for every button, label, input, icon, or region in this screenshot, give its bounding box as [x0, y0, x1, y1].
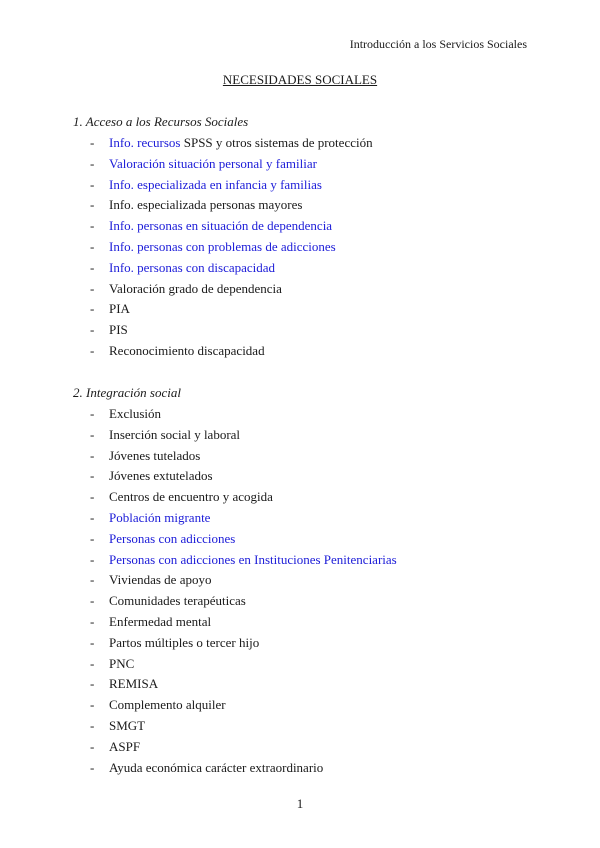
list-item-segment: Reconocimiento discapacidad — [109, 343, 265, 358]
list-item-text — [109, 676, 158, 692]
list-item-segment: Ayuda económica carácter extraordinario — [109, 759, 324, 775]
list-bullet-dash: - — [90, 280, 95, 296]
list-item-text — [109, 635, 259, 651]
list-bullet-dash: - — [90, 572, 95, 588]
list-bullet-dash: - — [90, 655, 95, 671]
list-item-text — [109, 468, 213, 484]
list-bullet-dash: - — [90, 406, 95, 421]
list-item-text — [109, 197, 302, 213]
list-item-segment: PIA — [109, 301, 130, 317]
list-item-text — [109, 697, 226, 713]
list-bullet-dash: - — [90, 697, 95, 713]
section-title-integracion: 2. Integración social — [73, 385, 181, 400]
list-item-segment: PNC — [109, 655, 135, 671]
list-item-segment: Jóvenes extutelados — [109, 468, 213, 484]
list-bullet-dash: - — [90, 718, 95, 733]
list-item-segment: Inserción social y laboral — [109, 426, 241, 442]
list-bullet-dash: - — [90, 447, 95, 463]
list-bullet-dash: - — [90, 468, 95, 484]
list-item-segment: Partos múltiples o tercer hijo — [109, 634, 260, 650]
list-item-segment: Info. recursos — [109, 135, 184, 150]
list-item-segment: Info. especializada personas mayores — [109, 197, 303, 213]
list-bullet-dash: - — [90, 239, 95, 254]
list-item-segment: Info. especializada en infancia y familias — [109, 176, 322, 192]
list-item-text — [109, 760, 323, 776]
list-bullet-dash: - — [90, 530, 95, 546]
list-bullet-dash: - — [90, 301, 95, 317]
list-item-text — [109, 260, 275, 276]
list-bullet-dash: - — [90, 322, 95, 338]
list-bullet-dash: - — [90, 259, 95, 275]
list-item-segment: Info. personas con discapacidad — [109, 259, 276, 275]
list-item-text — [109, 322, 128, 338]
list-bullet-dash: - — [90, 510, 95, 525]
list-bullet-dash: - — [90, 426, 95, 442]
list-bullet-dash: - — [90, 676, 95, 692]
list-item-segment: Población migrante — [109, 510, 211, 525]
list-item-segment: Centros de encuentro y acogida — [109, 489, 273, 505]
list-item-segment: Complemento alquiler — [109, 697, 226, 713]
list-item-segment: Personas con adicciones en Instituciones Penitenciarias — [109, 551, 397, 567]
list-item-text — [109, 489, 273, 505]
list-item-text — [109, 135, 373, 151]
list-bullet-dash: - — [90, 738, 95, 754]
list-item-segment: Jóvenes tutelados — [109, 447, 201, 463]
list-item-text — [109, 593, 246, 609]
list-bullet-dash: - — [90, 343, 95, 358]
list-item-segment: PIS — [109, 322, 128, 338]
list-item-segment: Valoración situación personal y familiar — [109, 155, 317, 171]
list-item-segment: Personas con adicciones — [109, 530, 236, 546]
list-item-segment: Info. personas en situación de dependencia — [109, 218, 333, 234]
list-bullet-dash: - — [90, 135, 95, 150]
list-item-text — [109, 614, 211, 630]
list-bullet-dash: - — [90, 593, 95, 609]
list-item-segment: Comunidades terapéuticas — [109, 593, 246, 609]
list-bullet-dash: - — [90, 614, 95, 629]
list-item-text — [109, 739, 140, 755]
list-item-text — [109, 427, 240, 443]
list-bullet-dash: - — [90, 176, 95, 192]
list-item-segment: ASPF — [109, 738, 141, 754]
list-item-text — [109, 218, 332, 234]
list-item-text — [109, 343, 265, 359]
list-bullet-dash: - — [90, 551, 95, 567]
section-title-acceso: 1. Acceso a los Recursos Sociales — [73, 114, 249, 129]
list-item-text — [109, 718, 145, 734]
list-item-text — [109, 510, 210, 526]
list-item-text — [109, 406, 161, 422]
list-item-text — [109, 531, 235, 547]
list-bullet-dash: - — [90, 759, 95, 775]
list-bullet-dash: - — [90, 218, 95, 234]
list-item-text — [109, 656, 134, 672]
page-number: 1 — [296, 796, 304, 811]
list-item-segment: REMISA — [109, 676, 159, 692]
running-header: Introducción a los Servicios Sociales — [349, 37, 527, 51]
list-item-segment: Info. personas con problemas de adicciones — [109, 239, 336, 254]
list-item-text — [109, 281, 282, 297]
list-item-text — [109, 448, 200, 464]
list-bullet-dash: - — [90, 489, 95, 505]
list-item-text — [109, 156, 317, 172]
list-bullet-dash: - — [90, 155, 95, 171]
list-item-segment: Enfermedad mental — [109, 614, 212, 629]
list-item-segment: Valoración grado de dependencia — [109, 280, 282, 296]
list-item-segment: SMGT — [109, 718, 146, 733]
list-bullet-dash: - — [90, 634, 95, 650]
list-item-text — [109, 239, 336, 255]
list-item-text — [109, 552, 397, 568]
list-item-text — [109, 177, 322, 193]
list-item-segment: SPSS y otros sistemas de protección — [183, 135, 373, 150]
list-item-segment: Exclusión — [109, 406, 161, 421]
document-title: NECESIDADES SOCIALES — [222, 72, 378, 87]
list-item-text — [109, 572, 211, 588]
list-item-segment: Viviendas de apoyo — [109, 572, 212, 588]
list-item-text — [109, 301, 130, 317]
list-bullet-dash: - — [90, 197, 95, 213]
